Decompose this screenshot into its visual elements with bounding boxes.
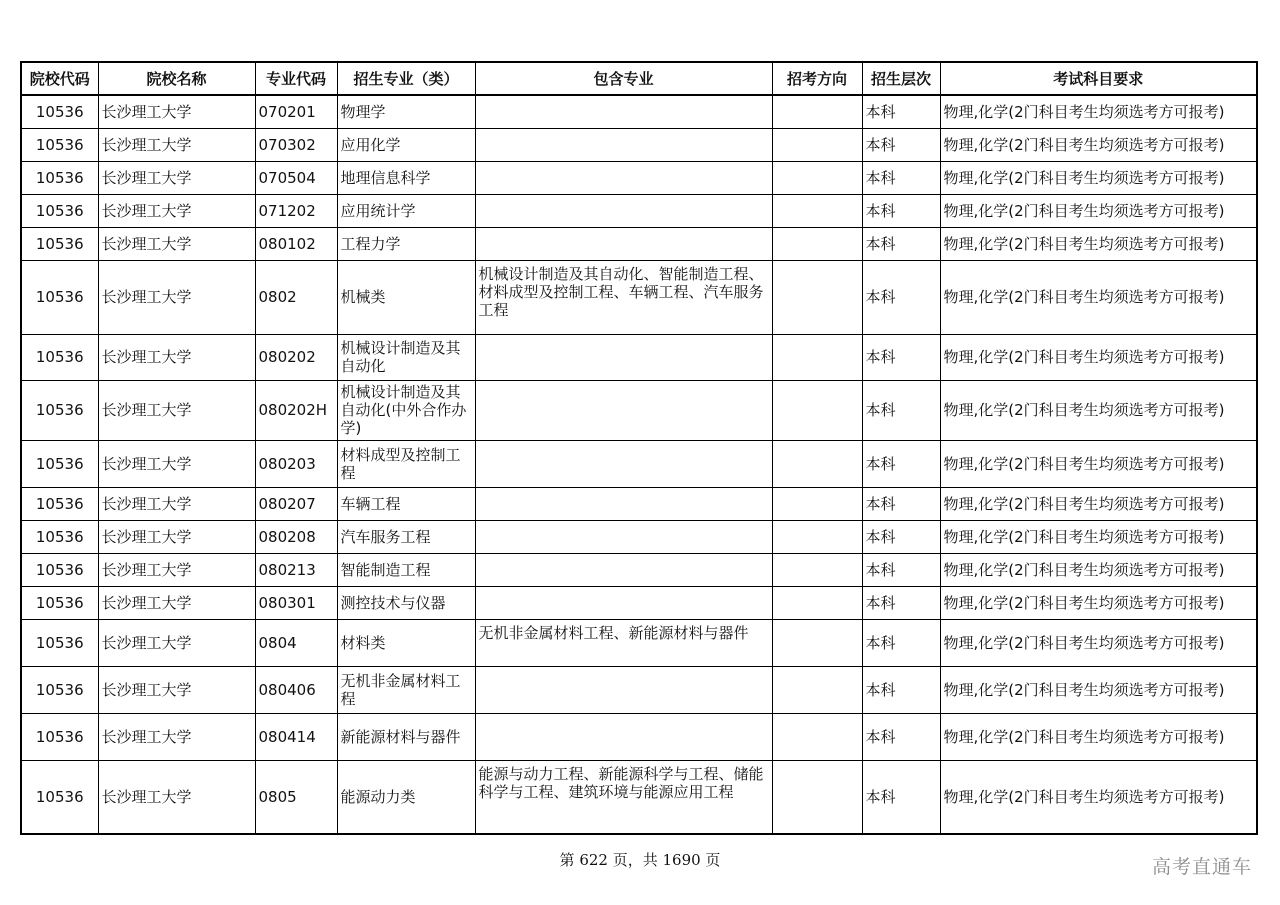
table-row	[21, 227, 1257, 260]
cell-major-name: 工程力学	[337, 227, 475, 260]
table-body	[21, 95, 1257, 834]
cell-major-name: 无机非金属材料工程	[337, 666, 475, 713]
cell-included-majors	[475, 161, 772, 194]
header-school-name: 院校名称	[98, 62, 255, 95]
cell-major-name: 机械类	[337, 260, 475, 334]
cell-direction	[772, 553, 862, 586]
cell-school-name: 长沙理工大学	[98, 553, 255, 586]
cell-level: 本科	[862, 553, 940, 586]
cell-subject-requirement: 物理,化学(2门科目考生均须选考方可报考)	[940, 666, 1257, 713]
table-row	[21, 128, 1257, 161]
cell-major-name: 材料类	[337, 619, 475, 666]
cell-school-name: 长沙理工大学	[98, 380, 255, 440]
table-row	[21, 380, 1257, 440]
cell-direction	[772, 227, 862, 260]
cell-school-name: 长沙理工大学	[98, 666, 255, 713]
cell-school-code: 10536	[21, 553, 98, 586]
cell-major-name: 机械设计制造及其自动化(中外合作办学)	[337, 380, 475, 440]
cell-included-majors	[475, 334, 772, 380]
cell-major-name: 能源动力类	[337, 760, 475, 834]
cell-school-name: 长沙理工大学	[98, 586, 255, 619]
watermark-logo-text: 高考直通车	[1151, 856, 1252, 878]
cell-included-majors: 机械设计制造及其自动化、智能制造工程、材料成型及控制工程、车辆工程、汽车服务工程	[475, 260, 772, 334]
cell-school-code: 10536	[21, 586, 98, 619]
cell-direction	[772, 95, 862, 128]
cell-direction	[772, 586, 862, 619]
cell-subject-requirement: 物理,化学(2门科目考生均须选考方可报考)	[940, 260, 1257, 334]
cell-school-name: 长沙理工大学	[98, 161, 255, 194]
cell-subject-requirement: 物理,化学(2门科目考生均须选考方可报考)	[940, 194, 1257, 227]
cell-school-code: 10536	[21, 95, 98, 128]
cell-level: 本科	[862, 128, 940, 161]
cell-school-name: 长沙理工大学	[98, 334, 255, 380]
cell-level: 本科	[862, 95, 940, 128]
table-row	[21, 553, 1257, 586]
cell-included-majors	[475, 487, 772, 520]
cell-school-name: 长沙理工大学	[98, 487, 255, 520]
cell-major-code: 080202	[255, 334, 337, 380]
table-row	[21, 586, 1257, 619]
cell-major-code: 0802	[255, 260, 337, 334]
cell-level: 本科	[862, 380, 940, 440]
cell-direction	[772, 334, 862, 380]
cell-major-name: 应用化学	[337, 128, 475, 161]
cell-direction	[772, 194, 862, 227]
cell-school-code: 10536	[21, 194, 98, 227]
cell-included-majors	[475, 713, 772, 760]
cell-subject-requirement: 物理,化学(2门科目考生均须选考方可报考)	[940, 586, 1257, 619]
cell-subject-requirement: 物理,化学(2门科目考生均须选考方可报考)	[940, 161, 1257, 194]
cell-school-code: 10536	[21, 619, 98, 666]
cell-subject-requirement: 物理,化学(2门科目考生均须选考方可报考)	[940, 95, 1257, 128]
cell-major-name: 新能源材料与器件	[337, 713, 475, 760]
cell-direction	[772, 713, 862, 760]
table-row	[21, 619, 1257, 666]
cell-major-name: 材料成型及控制工程	[337, 440, 475, 487]
cell-included-majors	[475, 586, 772, 619]
cell-level: 本科	[862, 619, 940, 666]
cell-level: 本科	[862, 666, 940, 713]
cell-school-code: 10536	[21, 227, 98, 260]
cell-subject-requirement: 物理,化学(2门科目考生均须选考方可报考)	[940, 380, 1257, 440]
cell-school-code: 10536	[21, 260, 98, 334]
cell-level: 本科	[862, 334, 940, 380]
cell-school-name: 长沙理工大学	[98, 194, 255, 227]
cell-school-name: 长沙理工大学	[98, 520, 255, 553]
cell-school-name: 长沙理工大学	[98, 227, 255, 260]
cell-major-code: 080208	[255, 520, 337, 553]
cell-school-code: 10536	[21, 128, 98, 161]
cell-subject-requirement: 物理,化学(2门科目考生均须选考方可报考)	[940, 713, 1257, 760]
cell-direction	[772, 128, 862, 161]
page-number: 第 622 页，共 1690 页	[559, 851, 721, 869]
cell-major-code: 0805	[255, 760, 337, 834]
cell-level: 本科	[862, 520, 940, 553]
cell-school-code: 10536	[21, 666, 98, 713]
cell-major-code: 070504	[255, 161, 337, 194]
cell-school-name: 长沙理工大学	[98, 713, 255, 760]
cell-subject-requirement: 物理,化学(2门科目考生均须选考方可报考)	[940, 553, 1257, 586]
cell-school-name: 长沙理工大学	[98, 95, 255, 128]
cell-subject-requirement: 物理,化学(2门科目考生均须选考方可报考)	[940, 520, 1257, 553]
table-row	[21, 95, 1257, 128]
table-row	[21, 440, 1257, 487]
cell-major-code: 080203	[255, 440, 337, 487]
cell-direction	[772, 487, 862, 520]
cell-school-code: 10536	[21, 334, 98, 380]
table-row	[21, 260, 1257, 334]
cell-major-name: 物理学	[337, 95, 475, 128]
header-major-name: 招生专业（类）	[337, 62, 475, 95]
cell-subject-requirement: 物理,化学(2门科目考生均须选考方可报考)	[940, 334, 1257, 380]
cell-direction	[772, 666, 862, 713]
cell-major-code: 080406	[255, 666, 337, 713]
cell-school-code: 10536	[21, 713, 98, 760]
table-row	[21, 161, 1257, 194]
cell-included-majors	[475, 128, 772, 161]
cell-direction	[772, 520, 862, 553]
cell-school-name: 长沙理工大学	[98, 128, 255, 161]
cell-included-majors	[475, 520, 772, 553]
table-row	[21, 194, 1257, 227]
cell-level: 本科	[862, 260, 940, 334]
cell-included-majors	[475, 95, 772, 128]
table-row	[21, 334, 1257, 380]
cell-included-majors: 无机非金属材料工程、新能源材料与器件	[475, 619, 772, 666]
cell-subject-requirement: 物理,化学(2门科目考生均须选考方可报考)	[940, 128, 1257, 161]
cell-level: 本科	[862, 586, 940, 619]
table-row	[21, 666, 1257, 713]
cell-major-code: 080207	[255, 487, 337, 520]
cell-subject-requirement: 物理,化学(2门科目考生均须选考方可报考)	[940, 440, 1257, 487]
cell-school-code: 10536	[21, 161, 98, 194]
cell-school-code: 10536	[21, 760, 98, 834]
table-row	[21, 760, 1257, 834]
header-major-code: 专业代码	[255, 62, 337, 95]
cell-level: 本科	[862, 194, 940, 227]
cell-direction	[772, 380, 862, 440]
cell-major-code: 070302	[255, 128, 337, 161]
cell-major-code: 080102	[255, 227, 337, 260]
cell-direction	[772, 760, 862, 834]
table-row	[21, 487, 1257, 520]
cell-major-name: 机械设计制造及其自动化	[337, 334, 475, 380]
cell-level: 本科	[862, 161, 940, 194]
cell-major-name: 测控技术与仪器	[337, 586, 475, 619]
header-subject-requirement: 考试科目要求	[940, 62, 1257, 95]
header-school-code: 院校代码	[21, 62, 98, 95]
table-row	[21, 713, 1257, 760]
cell-major-name: 地理信息科学	[337, 161, 475, 194]
cell-major-code: 080301	[255, 586, 337, 619]
cell-included-majors	[475, 553, 772, 586]
header-level: 招生层次	[862, 62, 940, 95]
cell-major-code: 080202H	[255, 380, 337, 440]
cell-direction	[772, 260, 862, 334]
cell-direction	[772, 161, 862, 194]
table-row	[21, 520, 1257, 553]
header-included-majors: 包含专业	[475, 62, 772, 95]
cell-level: 本科	[862, 440, 940, 487]
cell-school-code: 10536	[21, 440, 98, 487]
cell-major-name: 汽车服务工程	[337, 520, 475, 553]
cell-school-code: 10536	[21, 380, 98, 440]
cell-school-name: 长沙理工大学	[98, 760, 255, 834]
cell-school-name: 长沙理工大学	[98, 619, 255, 666]
admission-table	[20, 61, 1258, 835]
cell-subject-requirement: 物理,化学(2门科目考生均须选考方可报考)	[940, 619, 1257, 666]
cell-school-code: 10536	[21, 487, 98, 520]
cell-included-majors	[475, 440, 772, 487]
cell-major-code: 080414	[255, 713, 337, 760]
cell-major-name: 应用统计学	[337, 194, 475, 227]
cell-major-code: 0804	[255, 619, 337, 666]
cell-subject-requirement: 物理,化学(2门科目考生均须选考方可报考)	[940, 227, 1257, 260]
cell-major-code: 070201	[255, 95, 337, 128]
cell-included-majors: 能源与动力工程、新能源科学与工程、储能科学与工程、建筑环境与能源应用工程	[475, 760, 772, 834]
cell-level: 本科	[862, 760, 940, 834]
cell-school-name: 长沙理工大学	[98, 260, 255, 334]
cell-major-code: 071202	[255, 194, 337, 227]
cell-school-code: 10536	[21, 520, 98, 553]
cell-level: 本科	[862, 227, 940, 260]
cell-subject-requirement: 物理,化学(2门科目考生均须选考方可报考)	[940, 760, 1257, 834]
cell-level: 本科	[862, 713, 940, 760]
cell-included-majors	[475, 194, 772, 227]
header-direction: 招考方向	[772, 62, 862, 95]
cell-direction	[772, 440, 862, 487]
cell-included-majors	[475, 380, 772, 440]
cell-subject-requirement: 物理,化学(2门科目考生均须选考方可报考)	[940, 487, 1257, 520]
cell-included-majors	[475, 666, 772, 713]
cell-major-code: 080213	[255, 553, 337, 586]
cell-included-majors	[475, 227, 772, 260]
cell-major-name: 智能制造工程	[337, 553, 475, 586]
cell-level: 本科	[862, 487, 940, 520]
table-header-row	[21, 62, 1257, 95]
cell-direction	[772, 619, 862, 666]
cell-school-name: 长沙理工大学	[98, 440, 255, 487]
cell-major-name: 车辆工程	[337, 487, 475, 520]
